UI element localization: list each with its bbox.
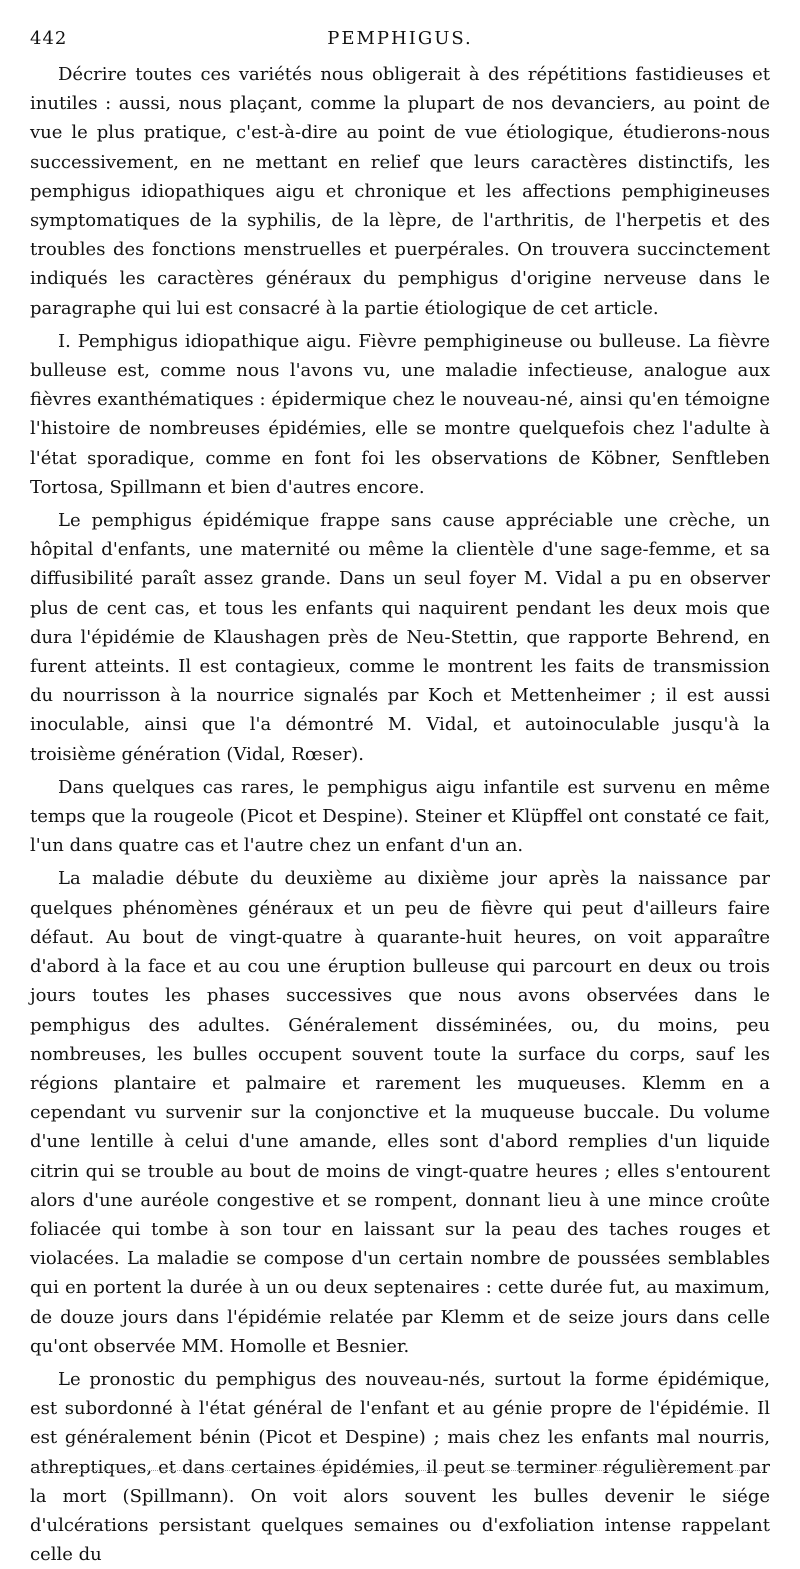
paragraph-rare-cases: Dans quelques cas rares, le pemphigus aigu infantile est survenu en même temps que la rougeole (Picot et Despine). Steiner et Klüpffel ont constaté ce fait, l'un dans quatre cas et l'autre chez un enfant d'un an. (30, 776, 770, 857)
paragraph-epidemic: Le pemphigus épidémique frappe sans cause appréciable une crèche, un hôpital d'enfants, une maternité ou même la clientèle d'une sage-femme, et sa diffusibilité paraît assez grande. Dans un seul foyer M. Vidal a pu en observer plus de cent cas, et tous les enfants qui naquirent pendant les deux mois que dura l'épidémie de Klaushagen près de Neu-Stettin, que rapporte Behrend, en furent atteints. Il est contagieux, comme le montrent les faits de transmission du nourrisson à la nourrice signalés par Koch et Mettenheimer ; il est aussi inoculable, ainsi que l'a démontré M. Vidal, et autoinoculable jusqu'à la troisième génération (Vidal, Rœser). (30, 510, 770, 765)
running-head (30, 28, 770, 56)
footer-rule (34, 1470, 764, 1471)
body-text (30, 60, 770, 1569)
paragraph-prognosis: Le pronostic du pemphigus des nouveau-nés, surtout la forme épidémique, est subordonné à l'état général de l'enfant et au génie propre de l'épidémie. Il est généralement bénin (Picot et Despine) ; mais chez les enfants mal nourris, athreptiques, et dans certaines épidémies, il peut se terminer régulièrement par la mort (Spillmann). On voit alors souvent les bulles devenir le siége d'ulcérations persistant quelques semaines ou d'exfoliation intense rappelant celle du (30, 1368, 770, 1566)
paragraph-acute-idiopathic: I. Pemphigus idiopathique aigu. Fièvre pemphigineuse ou bulleuse. La fièvre bulleuse est, comme nous l'avons vu, une maladie infectieuse, analogue aux fièvres exanthématiques : épidermique chez le nouveau-né, ainsi qu'en témoigne l'histoire de nombreuses épidémies, elle se montre quelquefois chez l'adulte à l'état sporadique, comme en font foi les observations de Köbner, Senftleben Tortosa, Spillmann et bien d'autres encore. (30, 330, 770, 498)
paragraph-disease-course: La maladie débute du deuxième au dixième jour après la naissance par quelques phénomènes généraux et un peu de fièvre qui peut d'ailleurs faire défaut. Au bout de vingt-quatre à quarante-huit heures, on voit apparaître d'abord à la face et au cou une éruption bulleuse qui parcourt en deux ou trois jours toutes les phases successives que nous avons observées dans le pemphigus des adultes. Généralement disséminées, ou, du moins, peu nombreuses, les bulles occupent souvent toute la surface du corps, sauf les régions plantaire et palmaire et rarement les muqueuses. Klemm en a cependant vu survenir sur la conjonctive et la muqueuse buccale. Du volume d'une lentille à celui d'une amande, elles sont d'abord remplies d'un liquide citrin qui se trouble au bout de moins de vingt-quatre heures ; elles s'entourent alors d'une auréole congestive et se rompent, donnant lieu à une mince croûte foliacée qui tombe à son tour en laissant sur la peau des taches rouges et violacées. La maladie se compose d'un certain nombre de poussées semblables qui en portent la durée à un ou deux septenaires : cette durée fut, au maximum, de douze jours dans l'épidémie relatée par Klemm et de seize jours dans celle qu'ont observée MM. Homolle et Besnier. (30, 868, 770, 1357)
paragraph-variety-study: Décrire toutes ces variétés nous obligerait à des répétitions fastidieuses et inutiles : aussi, nous plaçant, comme la plupart de nos devanciers, au point de vue le plus pratique, c'est-à-dire au point de vue étiologique, étudierons-nous successivement, en ne mettant en relief que leurs caractères distinctifs, les pemphigus idiopathiques aigu et chronique et les affections pemphigineuses symptomatiques de la syphilis, de la lèpre, de l'arthritis, de l'herpetis et des troubles des fonctions menstruelles et puerpérales. On trouvera succinctement indiqués les caractères généraux du pemphigus d'origine nerveuse dans le paragraphe qui lui est consacré à la partie étiologique de cet article. (30, 64, 770, 319)
running-title: PEMPHIGUS. (327, 28, 473, 49)
page (30, 28, 770, 1569)
page-number: 442 (30, 28, 68, 49)
